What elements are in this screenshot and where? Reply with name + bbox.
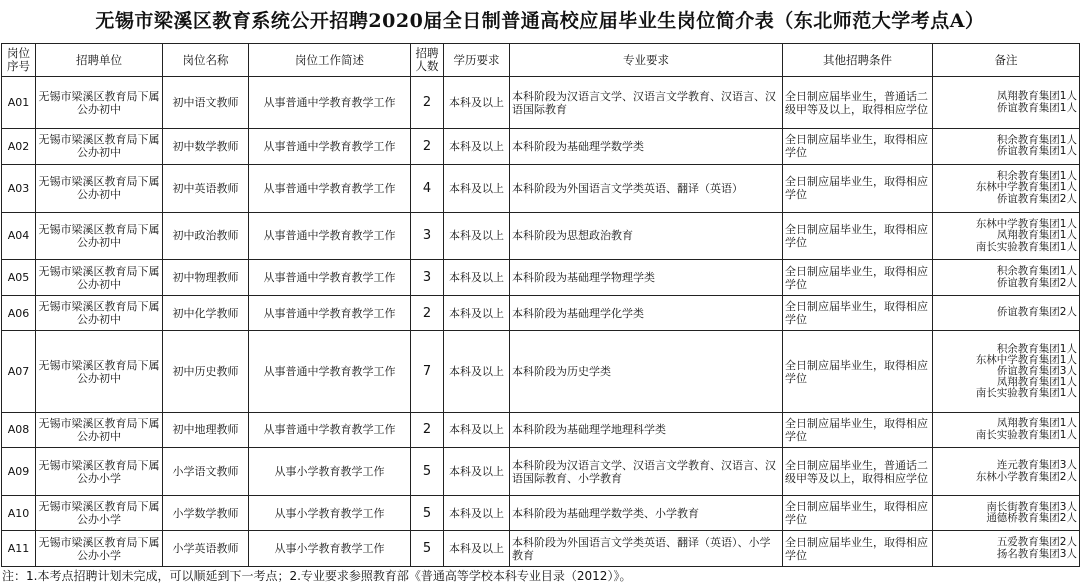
cell-major: 本科阶段为基础理学物理学类 [510, 260, 783, 295]
note-line: 扬名教育集团3人 [996, 547, 1077, 560]
cell-edu: 本科及以上 [444, 260, 510, 295]
header-other: 其他招聘条件 [783, 44, 933, 77]
cell-other: 全日制应届毕业生，取得相应学位 [783, 412, 933, 447]
cell-duty: 从事小学教育教学工作 [249, 448, 411, 496]
note-line: 积余教育集团1人 [996, 133, 1077, 146]
cell-edu: 本科及以上 [444, 295, 510, 330]
cell-count: 2 [411, 295, 444, 330]
positions-table [1, 43, 1080, 567]
cell-other: 全日制应届毕业生，取得相应学位 [783, 212, 933, 260]
header-position: 岗位名称 [163, 44, 249, 77]
note-line: 侨谊教育集团2人 [996, 306, 1077, 319]
table-row [2, 496, 1080, 531]
cell-edu: 本科及以上 [444, 212, 510, 260]
cell-edu: 本科及以上 [444, 496, 510, 531]
cell-unit: 无锡市梁溪区教育局下属公办初中 [36, 295, 163, 330]
cell-count: 5 [411, 531, 444, 567]
cell-position: 小学英语教师 [163, 531, 249, 567]
cell-major: 本科阶段为外国语言文学类英语、翻译（英语）、小学教育 [510, 531, 783, 567]
cell-duty: 从事小学教育教学工作 [249, 496, 411, 531]
cell-position: 初中数学教师 [163, 129, 249, 164]
note-line: 南长实验教育集团1人 [975, 240, 1077, 253]
cell-edu: 本科及以上 [444, 412, 510, 447]
cell-other: 全日制应届毕业生，取得相应学位 [783, 129, 933, 164]
cell-unit: 无锡市梁溪区教育局下属公办初中 [36, 77, 163, 129]
note-line: 侨谊教育集团1人 [996, 145, 1077, 158]
table-body [2, 77, 1080, 567]
cell-unit: 无锡市梁溪区教育局下属公办初中 [36, 260, 163, 295]
cell-count: 5 [411, 496, 444, 531]
cell-note [933, 496, 1080, 531]
table-row [2, 412, 1080, 447]
note-line: 积余教育集团1人 [996, 169, 1077, 182]
cell-position: 小学数学教师 [163, 496, 249, 531]
cell-duty: 从事普通中学教育教学工作 [249, 77, 411, 129]
cell-count: 2 [411, 412, 444, 447]
cell-edu: 本科及以上 [444, 331, 510, 412]
cell-other: 全日制应届毕业生，取得相应学位 [783, 295, 933, 330]
cell-other: 全日制应届毕业生，取得相应学位 [783, 164, 933, 212]
cell-code: A05 [2, 260, 36, 295]
table-row [2, 77, 1080, 129]
cell-code: A10 [2, 496, 36, 531]
cell-other: 全日制应届毕业生，取得相应学位 [783, 496, 933, 531]
cell-note [933, 164, 1080, 212]
cell-count: 2 [411, 129, 444, 164]
cell-unit: 无锡市梁溪区教育局下属公办小学 [36, 448, 163, 496]
cell-position: 初中地理教师 [163, 412, 249, 447]
cell-duty: 从事普通中学教育教学工作 [249, 295, 411, 330]
cell-position: 初中英语教师 [163, 164, 249, 212]
cell-other: 全日制应届毕业生，取得相应学位 [783, 260, 933, 295]
cell-position: 初中语文教师 [163, 77, 249, 129]
cell-major: 本科阶段为历史学类 [510, 331, 783, 412]
cell-position: 初中政治教师 [163, 212, 249, 260]
note-line: 凤翔教育集团1人 [996, 90, 1077, 103]
note-line: 东林中学教育集团1人 [975, 217, 1077, 230]
cell-code: A01 [2, 77, 36, 129]
cell-note [933, 77, 1080, 129]
cell-position: 小学语文教师 [163, 448, 249, 496]
footnote: 注：1.本考点招聘计划未完成，可以顺延到下一考点；2.专业要求参照教育部《普通高等学校本科专业目录（2012）》。 [2, 569, 632, 583]
header-edu: 学历要求 [444, 44, 510, 77]
cell-note [933, 412, 1080, 447]
cell-duty: 从事普通中学教育教学工作 [249, 164, 411, 212]
cell-edu: 本科及以上 [444, 448, 510, 496]
cell-other: 全日制应届毕业生，普通话二级甲等及以上，取得相应学位 [783, 448, 933, 496]
cell-duty: 从事普通中学教育教学工作 [249, 331, 411, 412]
table-row [2, 531, 1080, 567]
cell-duty: 从事普通中学教育教学工作 [249, 129, 411, 164]
cell-edu: 本科及以上 [444, 77, 510, 129]
note-line: 凤翔教育集团1人 [996, 376, 1077, 388]
cell-edu: 本科及以上 [444, 129, 510, 164]
note-line: 侨谊教育集团3人 [996, 365, 1077, 377]
cell-code: A07 [2, 331, 36, 412]
table-row [2, 295, 1080, 330]
note-line: 南长实验教育集团1人 [975, 428, 1077, 441]
note-line: 侨谊教育集团2人 [996, 192, 1077, 205]
cell-code: A08 [2, 412, 36, 447]
header-code: 岗位序号 [2, 44, 36, 77]
note-line: 南长街教育集团3人 [986, 500, 1077, 513]
cell-major: 本科阶段为汉语言文学、汉语言文学教育、汉语言、汉语国际教育 [510, 77, 783, 129]
cell-count: 5 [411, 448, 444, 496]
cell-unit: 无锡市梁溪区教育局下属公办小学 [36, 496, 163, 531]
note-line: 积余教育集团1人 [996, 265, 1077, 278]
cell-major: 本科阶段为汉语言文学、汉语言文学教育、汉语言、汉语国际教育、小学教育 [510, 448, 783, 496]
note-line: 五爱教育集团2人 [996, 536, 1077, 549]
cell-other: 全日制应届毕业生，取得相应学位 [783, 531, 933, 567]
cell-note [933, 129, 1080, 164]
table-row [2, 331, 1080, 412]
table-row [2, 448, 1080, 496]
cell-major: 本科阶段为基础理学数学类 [510, 129, 783, 164]
table-row [2, 129, 1080, 164]
cell-edu: 本科及以上 [444, 164, 510, 212]
cell-unit: 无锡市梁溪区教育局下属公办初中 [36, 331, 163, 412]
cell-code: A09 [2, 448, 36, 496]
cell-edu: 本科及以上 [444, 531, 510, 567]
cell-count: 3 [411, 212, 444, 260]
note-line: 通德桥教育集团2人 [986, 512, 1077, 525]
cell-count: 4 [411, 164, 444, 212]
note-line: 东林中学教育集团1人 [975, 354, 1077, 366]
table-row [2, 212, 1080, 260]
cell-code: A03 [2, 164, 36, 212]
cell-duty: 从事小学教育教学工作 [249, 531, 411, 567]
note-line: 东林小学教育集团2人 [975, 470, 1077, 483]
header-note: 备注 [933, 44, 1080, 77]
page-title: 无锡市梁溪区教育系统公开招聘2020届全日制普通高校应届毕业生岗位简介表（东北师范大学考点A） [95, 10, 985, 32]
cell-other: 全日制应届毕业生，取得相应学位 [783, 331, 933, 412]
note-line: 南长实验教育集团1人 [975, 387, 1077, 399]
cell-position: 初中化学教师 [163, 295, 249, 330]
cell-note [933, 331, 1080, 412]
cell-major: 本科阶段为外国语言文学类英语、翻译（英语） [510, 164, 783, 212]
header-unit: 招聘单位 [36, 44, 163, 77]
table-header-row [2, 44, 1080, 77]
cell-duty: 从事普通中学教育教学工作 [249, 412, 411, 447]
cell-major: 本科阶段为基础理学数学类、小学教育 [510, 496, 783, 531]
cell-count: 2 [411, 77, 444, 129]
header-count: 招聘人数 [411, 44, 444, 77]
cell-note [933, 260, 1080, 295]
cell-unit: 无锡市梁溪区教育局下属公办初中 [36, 412, 163, 447]
note-line: 侨谊教育集团2人 [996, 276, 1077, 289]
cell-major: 本科阶段为基础理学地理科学类 [510, 412, 783, 447]
note-line: 凤翔教育集团1人 [996, 417, 1077, 430]
cell-note [933, 212, 1080, 260]
header-major: 专业要求 [510, 44, 783, 77]
note-line: 东林中学教育集团1人 [975, 181, 1077, 194]
cell-other: 全日制应届毕业生，普通话二级甲等及以上，取得相应学位 [783, 77, 933, 129]
cell-code: A02 [2, 129, 36, 164]
cell-note [933, 448, 1080, 496]
header-duty: 岗位工作简述 [249, 44, 411, 77]
cell-unit: 无锡市梁溪区教育局下属公办初中 [36, 164, 163, 212]
table-row [2, 164, 1080, 212]
cell-unit: 无锡市梁溪区教育局下属公办小学 [36, 531, 163, 567]
cell-code: A11 [2, 531, 36, 567]
cell-major: 本科阶段为基础理学化学类 [510, 295, 783, 330]
cell-note [933, 531, 1080, 567]
cell-code: A06 [2, 295, 36, 330]
cell-major: 本科阶段为思想政治教育 [510, 212, 783, 260]
cell-duty: 从事普通中学教育教学工作 [249, 212, 411, 260]
note-line: 侨谊教育集团1人 [996, 101, 1077, 114]
cell-note [933, 295, 1080, 330]
cell-position: 初中历史教师 [163, 331, 249, 412]
note-line: 凤翔教育集团1人 [996, 229, 1077, 242]
table-row [2, 260, 1080, 295]
cell-code: A04 [2, 212, 36, 260]
note-line: 积余教育集团1人 [996, 343, 1077, 355]
cell-unit: 无锡市梁溪区教育局下属公办初中 [36, 129, 163, 164]
note-line: 连元教育集团3人 [996, 459, 1077, 472]
cell-duty: 从事普通中学教育教学工作 [249, 260, 411, 295]
cell-count: 3 [411, 260, 444, 295]
cell-position: 初中物理教师 [163, 260, 249, 295]
cell-unit: 无锡市梁溪区教育局下属公办初中 [36, 212, 163, 260]
cell-count: 7 [411, 331, 444, 412]
